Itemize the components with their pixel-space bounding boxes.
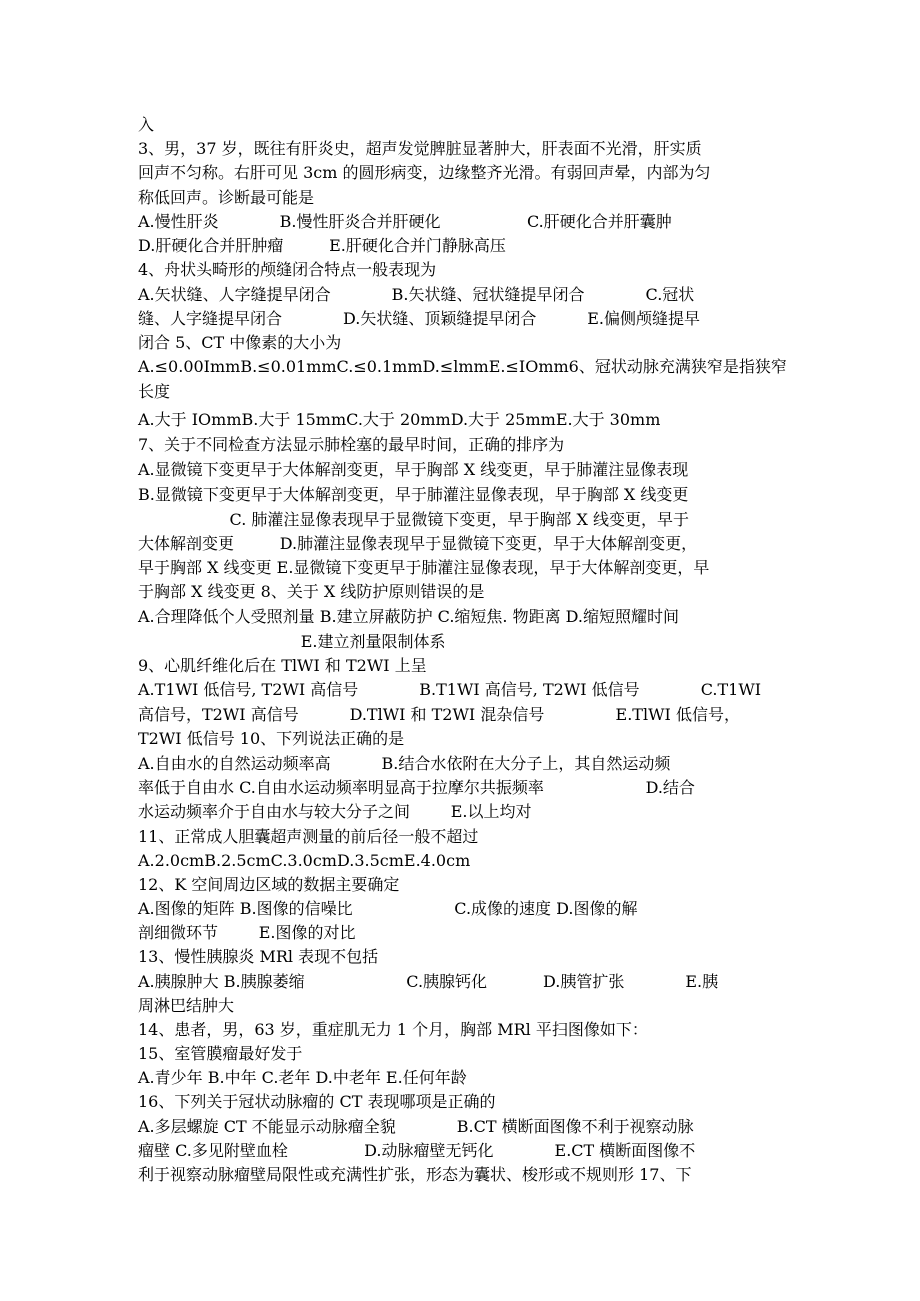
text-line: A.慢性肝炎 B.慢性肝炎合并肝硬化 C.肝硬化合并肝囊肿 (138, 212, 672, 231)
text-line: 15、室管膜瘤最好发于 (138, 1044, 303, 1063)
text-line: A.自由水的自然运动频率高 B.结合水依附在大分子上，其自然运动频 (138, 754, 671, 773)
text-line: A.T1WI 低信号, T2WI 高信号 B.T1WI 高信号, T2WI 低信号 C.T1WI (138, 680, 762, 699)
text-line: 长度 (138, 382, 171, 401)
text-line: 瘤壁 C.多见附壁血栓 D.动脉瘤壁无钙化 E.CT 横断面图像不 (138, 1141, 696, 1160)
text-line: 于胸部 X 线变更 8、关于 X 线防护原则错误的是 (138, 582, 485, 601)
text-line: 水运动频率介于自由水与较大分子之间 E.以上均对 (138, 802, 532, 821)
text-line: A.图像的矩阵 B.图像的信噪比 C.成像的速度 D.图像的解 (138, 899, 638, 918)
text-line: A.2.0cmB.2.5cmC.3.0cmD.3.5cmE.4.0cm (138, 851, 471, 870)
text-line: 剖细微环节 E.图像的对比 (138, 923, 356, 942)
text-line: 缝、人字缝提早闭合 D.矢状缝、顶颖缝提早闭合 E.偏侧颅缝提早 (138, 309, 701, 328)
text-line: A.青少年 B.中年 C.老年 D.中老年 E.任何年龄 (138, 1068, 467, 1087)
text-line: 大体解剖变更 D.肺灌注显像表现早于显微镜下变更，早于大体解剖变更， (138, 534, 698, 553)
text-line: 闭合 5、CT 中像素的大小为 (138, 333, 342, 352)
text-line: B.显微镜下变更早于大体解剖变更，早于肺灌注显像表现，早于胸部 X 线变更 (138, 485, 689, 504)
text-line: 回声不匀称。右肝可见 3cm 的圆形病变，边缘整齐光滑。有弱回声晕，内部为匀 (138, 163, 711, 182)
text-line: A.大于 IOmmB.大于 15mmC.大于 20mmD.大于 25mmE.大于 30mm (138, 410, 661, 429)
text-line: 3、男，37 岁，既往有肝炎史，超声发觉脾脏显著肿大，肝表面不光滑，肝实质 (138, 139, 702, 158)
text-line: 13、慢性胰腺炎 MRl 表现不包括 (138, 947, 379, 966)
text-line: A.显微镜下变更早于大体解剖变更，早于胸部 X 线变更，早于肺灌注显像表现 (138, 460, 689, 479)
text-line: C. 肺灌注显像表现早于显微镜下变更，早于胸部 X 线变更，早于 (138, 510, 689, 529)
text-line: A.合理降低个人受照剂量 B.建立屏蔽防护 C.缩短焦. 物距离 D.缩短照耀时间 (138, 607, 680, 626)
text-line: 称低回声。诊断最可能是 (138, 188, 315, 207)
text-line: A.胰腺肿大 B.胰腺萎缩 C.胰腺钙化 D.胰管扩张 E.胰 (138, 972, 719, 991)
text-line: 11、正常成人胆囊超声测量的前后径一般不超过 (138, 827, 479, 846)
text-line: 入 (138, 115, 155, 134)
text-line: 12、K 空间周边区域的数据主要确定 (138, 875, 400, 894)
text-line: 利于视察动脉瘤壁局限性或充满性扩张，形态为囊状、梭形或不规则形 17、下 (138, 1165, 692, 1184)
text-line: 4、舟状头畸形的颅缝闭合特点一般表现为 (138, 260, 437, 279)
text-line: A.多层螺旋 CT 不能显示动脉瘤全貌 B.CT 横断面图像不利于视察动脉 (138, 1117, 694, 1136)
text-line: 9、心肌纤维化后在 TlWI 和 T2WI 上呈 (138, 656, 427, 675)
text-line: 16、下列关于冠状动脉瘤的 CT 表现哪项是正确的 (138, 1092, 496, 1111)
text-line: 7、关于不同检查方法显示肺栓塞的最早时间，正确的排序为 (138, 435, 565, 454)
text-line: D.肝硬化合并肝肿瘤 E.肝硬化合并门静脉高压 (138, 236, 506, 255)
text-line: E.建立剂量限制体系 (138, 632, 446, 651)
text-line: 周淋巴结肿大 (138, 996, 235, 1015)
text-line: 14、患者，男，63 岁，重症肌无力 1 个月，胸部 MRl 平扫图像如下： (138, 1020, 648, 1039)
text-line: A.矢状缝、人字缝提早闭合 B.矢状缝、冠状缝提早闭合 C.冠状 (138, 285, 695, 304)
text-line: T2WI 低信号 10、下列说法正确的是 (138, 729, 405, 748)
text-line: 率低于自由水 C.自由水运动频率明显高于拉摩尔共振频率 D.结合 (138, 778, 695, 797)
text-line: 高信号，T2WI 高信号 D.TlWI 和 T2WI 混杂信号 E.TlWI 低信号， (138, 705, 740, 724)
text-line: A.≤0.00ImmB.≤0.01mmC.≤0.1mmD.≤lmmE.≤IOmm6、冠状动脉充满狭窄是指狭窄 (138, 357, 787, 376)
text-line: 早于胸部 X 线变更 E.显微镜下变更早于肺灌注显像表现，早于大体解剖变更，早 (138, 558, 710, 577)
